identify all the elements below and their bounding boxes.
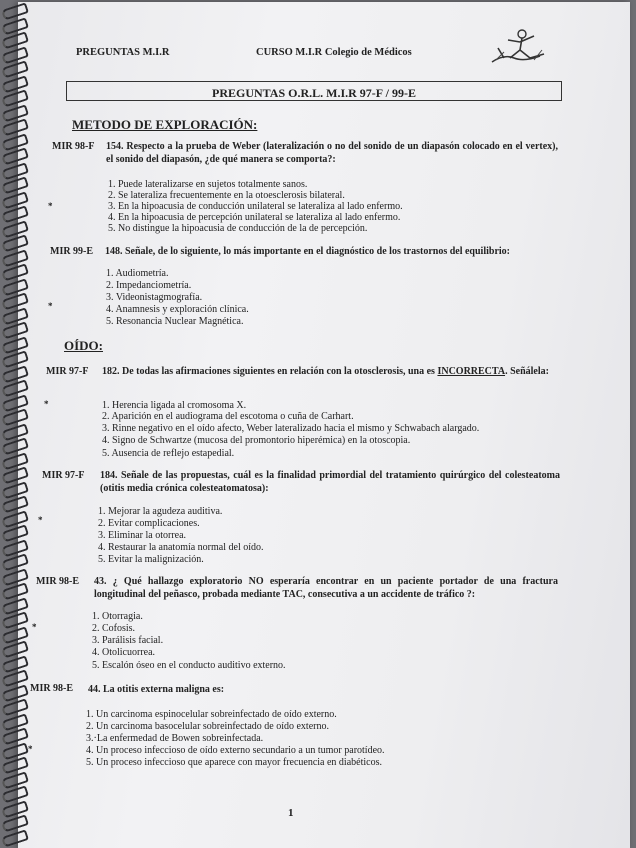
question-code: MIR 98-E [36, 576, 80, 587]
question-text: 154. Respecto a la prueba de Weber (lateralización o no del sonido de un diapasón colocado en el vertex), el sonido del diapasón, ¿de qué manera se comporta?: [106, 141, 558, 165]
option: 4. En la hipoacusia de percepción unilateral se lateraliza al lado enfermo. [108, 212, 401, 223]
answer-mark: * [48, 201, 53, 211]
option: 3. Videonistagmografía. [106, 292, 203, 303]
page-number: 1 [288, 807, 294, 819]
spiral-coil [1, 829, 29, 847]
option: 2. Un carcinoma basocelular sobreinfectado de oído externo. [86, 721, 329, 732]
question-code: MIR 97-F [46, 366, 89, 377]
answer-mark: * [48, 301, 53, 311]
header-center: CURSO M.I.R Colegio de Médicos [256, 47, 412, 58]
option: 3. En la hipoacusia de conducción unilateral se lateraliza al lado enfermo. [108, 201, 403, 212]
option: 2. Se lateraliza frecuentemente en la otoesclerosis bilateral. [108, 190, 345, 201]
question-text: 148. Señale, de lo siguiente, lo más importante en el diagnóstico de los trastornos del equilibrio: [105, 246, 510, 257]
answer-mark: * [32, 622, 37, 632]
section-oido: OÍDO: [64, 338, 103, 353]
option: 3. Eliminar la otorrea. [98, 530, 187, 541]
option: 5. Escalón óseo en el conducto auditivo externo. [92, 660, 286, 671]
question-text-emphasis: INCORRECTA [437, 366, 506, 377]
option: 2. Evitar complicaciones. [98, 518, 200, 529]
option: 2. Cofosis. [92, 623, 136, 634]
question-code: MIR 97-F [42, 470, 85, 481]
question-text: 43. ¿ Qué hallazgo exploratorio NO esperaría encontrar en un paciente portador de una fractura longitudinal del peñasco, probada mediante TAC, consecutiva a un accidente de tráfico ?: [94, 576, 558, 600]
option: 4. Signo de Schwartze (mucosa del promontorio hiperémica) en la otoscopia. [102, 435, 411, 446]
option: 5. No distingue la hipoacusia de conducción de la de percepción. [108, 223, 368, 234]
option: 4. Otolicuorrea. [92, 647, 156, 658]
option: 3. Rinne negativo en el oído afecto, Weber lateralizado hacia el mismo y Schwabach alargado. [102, 423, 480, 434]
option: 5. Ausencia de reflejo estapedial. [102, 448, 235, 459]
header-left: PREGUNTAS M.I.R [76, 47, 170, 58]
question-text: 44. La otitis externa maligna es: [88, 684, 225, 695]
question-text [102, 365, 556, 378]
question-code: MIR 98-E [30, 683, 74, 694]
answer-mark: * [28, 744, 33, 754]
question-text-end: . Señálela: [505, 366, 549, 377]
course-logo-icon [484, 24, 554, 66]
question-text-start: 182. De todas las afirmaciones siguientes en relación con la otosclerosis, una es [102, 366, 438, 377]
option: 4. Restaurar la anatomía normal del oído. [98, 542, 264, 553]
answer-mark: * [38, 515, 43, 525]
option: 1. Audiometría. [106, 268, 169, 279]
option: 1. Puede lateralizarse en sujetos totalmente sanos. [108, 179, 308, 190]
option: 2. Aparición en el audiograma del escotoma o cuña de Carhart. [102, 411, 354, 422]
option: 3.·La enfermedad de Bowen sobreinfectada. [86, 733, 264, 744]
option: 2. Impedanciometría. [106, 280, 192, 291]
option: 4. Anamnesis y exploración clínica. [106, 304, 249, 315]
option: 4. Un proceso infeccioso de oído externo secundario a un tumor parotídeo. [86, 745, 385, 756]
option: 5. Evitar la malignización. [98, 554, 204, 565]
question-code: MIR 99-E [50, 246, 94, 257]
spiral-binding [0, 0, 30, 848]
answer-mark: * [44, 399, 49, 409]
option: 1. Un carcinoma espinocelular sobreinfectado de oído externo. [86, 709, 337, 720]
option: 5. Resonancia Nuclear Magnética. [106, 316, 244, 327]
question-text: 184. Señale de las propuestas, cuál es la finalidad primordial del tratamiento quirúrgico del colesteatoma (otitis media crónica colesteatomatosa): [100, 470, 560, 494]
option: 5. Un proceso infeccioso que aparece con mayor frecuencia en diabéticos. [86, 757, 382, 768]
title-box [66, 81, 562, 101]
option: 1. Otorragia. [92, 611, 143, 622]
document-page [18, 2, 630, 848]
option: 3. Parálisis facial. [92, 635, 164, 646]
option: 1. Herencia ligada al cromosoma X. [102, 400, 247, 411]
option: 1. Mejorar la agudeza auditiva. [98, 506, 223, 517]
section-exploracion: METODO DE EXPLORACIÓN: [72, 117, 258, 132]
question-code: MIR 98-F [52, 141, 95, 152]
page-title: PREGUNTAS O.R.L. M.I.R 97-F / 99-E [212, 86, 416, 100]
